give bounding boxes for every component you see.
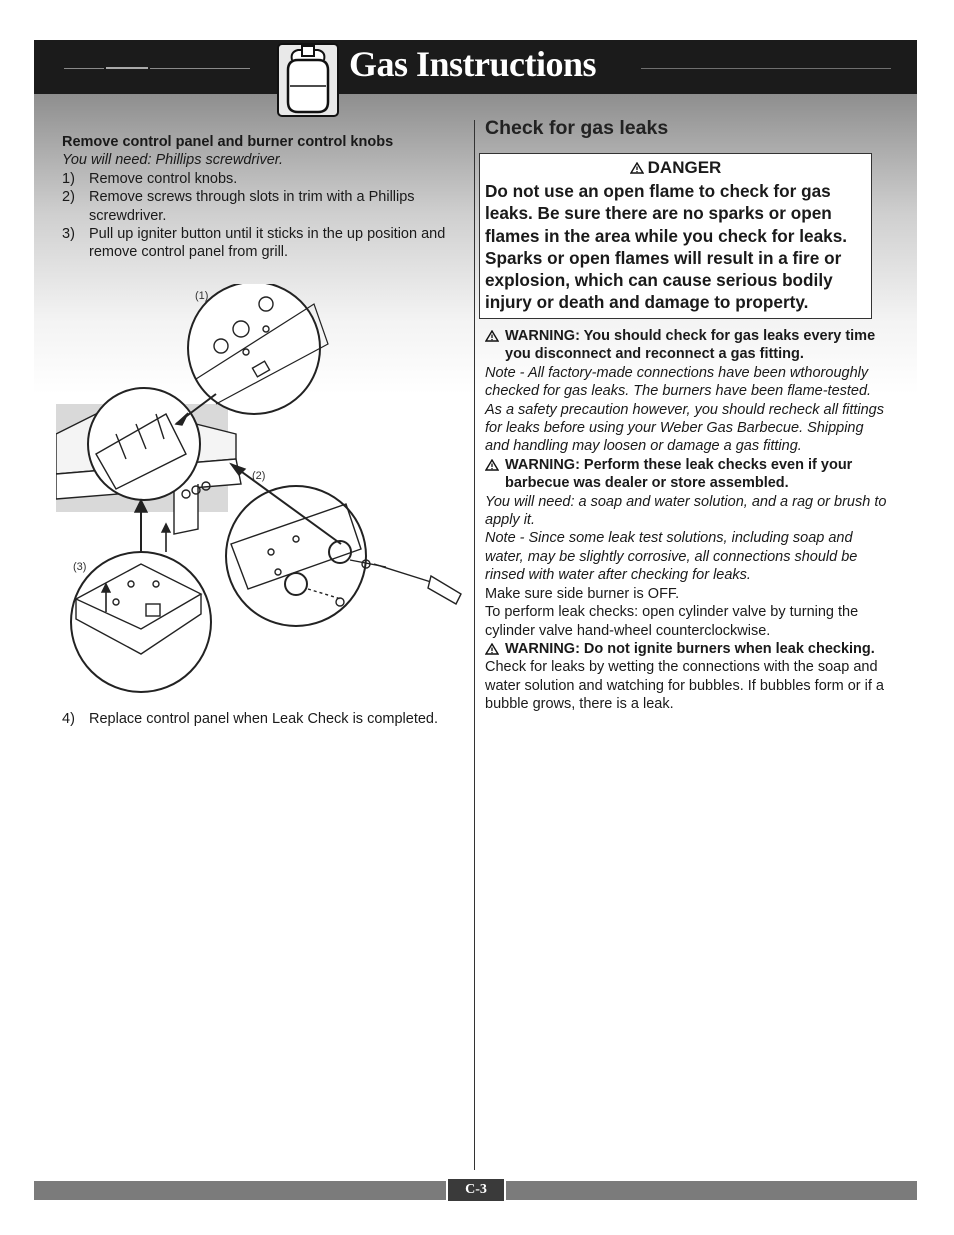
warning-triangle-icon: [630, 162, 644, 174]
step-number: 4): [62, 711, 75, 727]
control-panel-diagram: [56, 284, 472, 696]
page-number: C-3: [446, 1179, 506, 1201]
step-number: 2): [62, 189, 75, 206]
warning-note: [485, 640, 890, 658]
page-title: Gas Instructions: [349, 44, 597, 84]
header-rule-left: [64, 68, 104, 69]
warning-triangle-icon: [485, 330, 499, 342]
header-rule-left: [106, 67, 148, 69]
steps-list: [62, 170, 472, 262]
right-column: [485, 327, 890, 714]
section-title: Remove control panel and burner control knobs: [62, 134, 394, 150]
danger-heading: [480, 158, 871, 178]
warning-note: [485, 327, 890, 364]
figure-label-1: (1): [195, 290, 209, 302]
figure-label-3: (3): [73, 561, 87, 573]
section-title: Check for gas leaks: [485, 117, 669, 139]
warning-text: WARNING: Do not ignite burners when leak checking.: [505, 640, 875, 657]
tools-needed: You will need: Phillips screwdriver.: [62, 152, 284, 169]
danger-label: DANGER: [647, 158, 722, 177]
step-text: Pull up igniter button until it sticks in the up position and remove control panel from grill.: [89, 226, 446, 261]
warning-triangle-icon: [485, 459, 499, 471]
column-divider: [474, 120, 475, 1170]
note-text: Note - All factory-made connections have been wthoroughly checked for gas leaks. The burners have been flame-tested. As a safety precaution however, you should recheck all fittings for leaks before using your Weber Gas Barbecue. Shipping and handling may loosen or damage a gas fitting.: [485, 364, 884, 455]
step-text: Remove screws through slots in trim with a Phillips screwdriver.: [89, 189, 415, 224]
propane-tank-icon: [276, 42, 340, 118]
list-item: [62, 710, 472, 728]
danger-box: [479, 153, 872, 319]
step-text: Replace control panel when Leak Check is completed.: [89, 711, 439, 727]
warning-note: [485, 456, 890, 493]
body-text: Make sure side burner is OFF.: [485, 585, 680, 602]
step-number: 3): [62, 226, 75, 243]
body-text: Check for leaks by wetting the connections with the soap and water solution and watching for bubbles. If bubbles form or if a bubble grows, there is a leak.: [485, 659, 884, 713]
header-rule-right: [641, 68, 891, 69]
warning-triangle-icon: [485, 643, 499, 655]
tools-needed: You will need: a soap and water solution, and a rag or brush to apply it.: [485, 493, 887, 529]
warning-text: WARNING: You should check for gas leaks every time you disconnect and reconnect a gas fitting.: [505, 328, 876, 363]
warning-text: WARNING: Perform these leak checks even if your barbecue was dealer or store assembled.: [505, 456, 853, 492]
list-item: [62, 225, 472, 262]
list-item: [62, 170, 472, 188]
body-text: To perform leak checks: open cylinder valve by turning the cylinder valve hand-wheel counterclockwise.: [485, 604, 859, 639]
note-text: Note - Since some leak test solutions, including soap and water, may be slightly corrosive, all connections should be rinsed with water after checking for leaks.: [485, 530, 858, 584]
header-rule-left: [150, 68, 250, 69]
figure-label-2: (2): [252, 470, 266, 482]
danger-text: Do not use an open flame to check for gas leaks. Be sure there are no sparks or open flames in the area while you check for leaks. Sparks or open flames will result in a fire or explosion, which can cause serious bodily injury or death and damage to property.: [485, 181, 848, 313]
step-text: Remove control knobs.: [89, 170, 238, 187]
list-item: [62, 188, 472, 225]
left-column: [62, 133, 472, 262]
step-number: 1): [62, 170, 75, 187]
